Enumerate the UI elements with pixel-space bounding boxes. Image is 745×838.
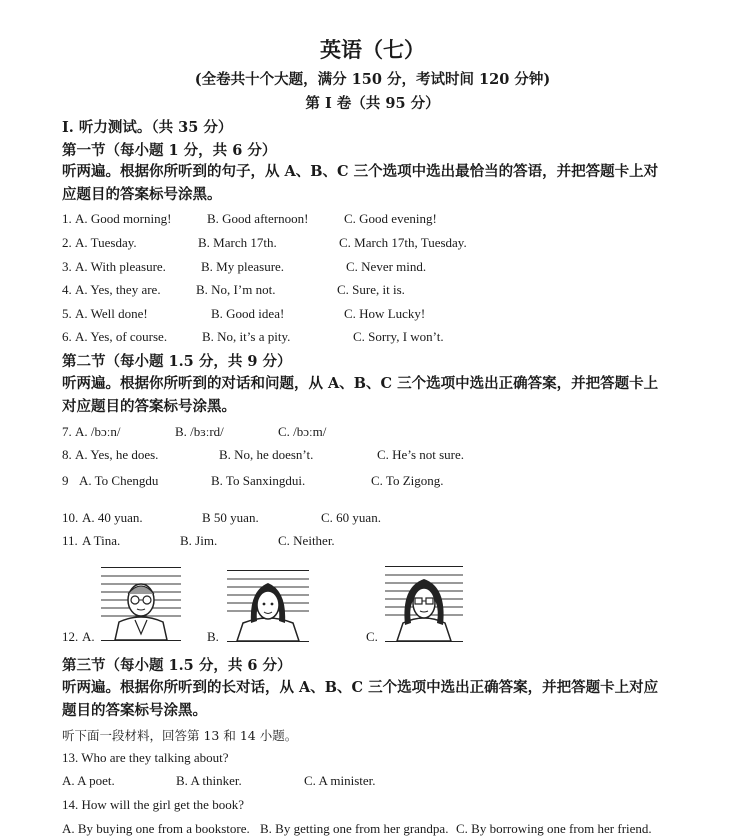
section3-instruction-line2: 题目的答案标号涂黑。 xyxy=(62,702,207,719)
option-a: A. 40 yuan. xyxy=(82,510,143,525)
option-a: A. /bɔːn/ xyxy=(75,424,121,439)
question-number: 5. xyxy=(62,306,72,321)
question-number: 7. xyxy=(62,424,72,439)
section1-instruction-line2: 应题目的答案标号涂黑。 xyxy=(62,186,222,203)
question-number: 4. xyxy=(62,282,72,297)
option-b: B. Good afternoon! xyxy=(207,211,309,226)
question-number: 9 xyxy=(62,473,69,488)
question-number: 2. xyxy=(62,235,72,250)
option-b: B. Good idea! xyxy=(211,306,285,321)
portrait-a-old-man-image xyxy=(101,567,181,641)
option-b: B. No, I’m not. xyxy=(196,282,276,297)
option-a: A. Yes, of course. xyxy=(75,329,168,344)
question-number: 3. xyxy=(62,259,72,274)
option-c: C. xyxy=(366,629,378,644)
page-title: 英语（七） xyxy=(320,37,425,62)
volume-heading: 第 I 卷（共 95 分） xyxy=(305,95,440,112)
option-c: C. 60 yuan. xyxy=(321,510,381,525)
option-b: B. To Sanxingdui. xyxy=(211,473,306,488)
option-a: A. Yes, he does. xyxy=(75,447,159,462)
option-a: A. A poet. xyxy=(62,773,115,788)
option-c: C. To Zigong. xyxy=(371,473,444,488)
question-number: 1. xyxy=(62,211,72,226)
option-b: B. /bɜːrd/ xyxy=(175,424,224,439)
option-c: C. /bɔːm/ xyxy=(278,424,327,439)
section3-instruction-line1: 听两遍。根据你所听到的长对话，从 A、B、C 三个选项中选出正确答案，并把答题卡上对应 xyxy=(62,679,659,696)
option-c: C. Sorry, I won’t. xyxy=(353,329,444,344)
option-c: C. Sure, it is. xyxy=(337,282,405,297)
option-b: B. xyxy=(207,629,219,644)
question-13-stem: 13. Who are they talking about? xyxy=(62,750,229,765)
option-c: C. How Lucky! xyxy=(344,306,426,321)
part-heading: I. 听力测试。（共 35 分） xyxy=(62,119,233,136)
question-number: 11. xyxy=(62,533,78,548)
option-b: B. Jim. xyxy=(180,533,218,548)
section2-instruction-line2: 对应题目的答案标号涂黑。 xyxy=(62,398,236,415)
option-a: A. With pleasure. xyxy=(75,259,166,274)
question-number: 8. xyxy=(62,447,72,462)
option-c: C. By borrowing one from her friend. xyxy=(456,821,652,836)
option-c: C. A minister. xyxy=(304,773,376,788)
option-a: A. Good morning! xyxy=(75,211,172,226)
portrait-b-long-hair-image xyxy=(227,570,309,642)
portrait-c-glasses-image xyxy=(385,566,463,642)
option-b: B. By getting one from her grandpa. xyxy=(260,821,449,836)
option-b: B 50 yuan. xyxy=(202,510,259,525)
option-a: A. By buying one from a bookstore. xyxy=(62,821,250,836)
section3-heading: 第三节（每小题 1.5 分，共 6 分） xyxy=(62,657,292,674)
option-a: A. To Chengdu xyxy=(79,473,159,488)
option-c: C. He’s not sure. xyxy=(377,447,465,462)
question-number: 10. xyxy=(62,510,79,525)
option-a: A Tina. xyxy=(82,533,121,548)
option-a: A. Well done! xyxy=(75,306,148,321)
section2-heading: 第二节（每小题 1.5 分，共 9 分） xyxy=(62,353,292,370)
option-c: C. March 17th, Tuesday. xyxy=(339,235,467,250)
option-a: A. Tuesday. xyxy=(75,235,137,250)
option-b: B. No, it’s a pity. xyxy=(202,329,291,344)
section1-heading: 第一节（每小题 1 分，共 6 分） xyxy=(62,142,277,159)
option-b: B. March 17th. xyxy=(198,235,277,250)
section1-instruction-line1: 听两遍。根据你所听到的句子，从 A、B、C 三个选项中选出最恰当的答语，并把答题卡上对 xyxy=(62,163,659,180)
option-c: C. Neither. xyxy=(278,533,335,548)
listening-lead: 听下面一段材料，回答第 13 和 14 小题。 xyxy=(62,728,298,743)
exam-info: (全卷共十个大题，满分 150 分，考试时间 120 分钟) xyxy=(194,71,551,88)
question-number: 12. xyxy=(62,629,79,644)
option-c: C. Never mind. xyxy=(346,259,427,274)
section2-instruction-line1: 听两遍。根据你所听到的对话和问题，从 A、B、C 三个选项中选出正确答案，并把答题卡上 xyxy=(62,375,659,392)
option-b: B. My pleasure. xyxy=(201,259,285,274)
question-number: 6. xyxy=(62,329,72,344)
option-c: C. Good evening! xyxy=(344,211,437,226)
option-b: B. A thinker. xyxy=(176,773,242,788)
option-a: A. Yes, they are. xyxy=(75,282,161,297)
option-a: A. xyxy=(82,629,95,644)
question-14-stem: 14. How will the girl get the book? xyxy=(62,797,244,812)
option-b: B. No, he doesn’t. xyxy=(219,447,314,462)
